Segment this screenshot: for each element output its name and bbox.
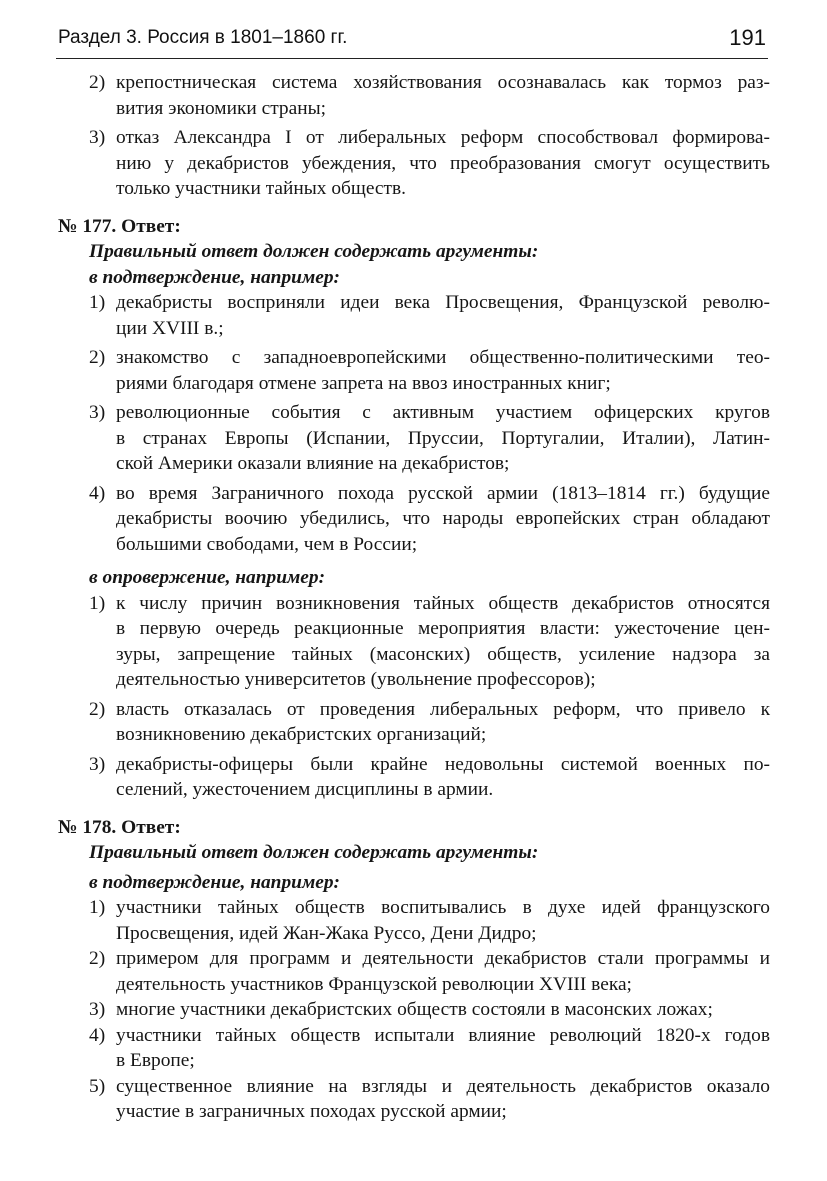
item-number: 5) bbox=[89, 1075, 106, 1097]
item-number: 4) bbox=[89, 482, 106, 504]
item-line: к числу причин возникновения тайных обществ декабристов относятся bbox=[116, 592, 770, 614]
section-title: Раздел 3. Россия в 1801–1860 гг. bbox=[58, 27, 348, 48]
confirm-label: в подтверждение, например: bbox=[89, 266, 340, 288]
refute-label: в опровержение, например: bbox=[89, 567, 326, 588]
list-item bbox=[58, 752, 770, 803]
item-number: 1) bbox=[89, 292, 106, 313]
answer-178 bbox=[58, 815, 770, 1125]
item-number: 4) bbox=[89, 1024, 106, 1046]
item-line: отказ Александра I от либеральных реформ способствовал формирова- bbox=[116, 127, 770, 148]
item-number: 2) bbox=[89, 698, 106, 720]
item-line: власть отказалась от проведения либеральных реформ, что привело к bbox=[116, 698, 770, 720]
item-number: 3) bbox=[89, 753, 106, 775]
list-item bbox=[58, 591, 770, 693]
item-line: Просвещения, идей Жан-Жака Руссо, Дени Дидро; bbox=[116, 922, 537, 944]
item-line: примером для программ и деятельности декабристов стали программы и bbox=[116, 948, 770, 969]
list-item bbox=[58, 1023, 770, 1074]
item-number: 2) bbox=[89, 948, 106, 969]
list-item bbox=[58, 290, 770, 341]
continued-list bbox=[58, 70, 770, 202]
list-item bbox=[58, 997, 770, 1023]
item-number: 2) bbox=[89, 347, 106, 368]
item-line: нию у декабристов убеждения, что преобразования смогут осуществить bbox=[116, 152, 770, 174]
item-number: 2) bbox=[89, 72, 106, 93]
answer-177 bbox=[58, 214, 770, 803]
item-line: декабристы восприняли идеи века Просвещения, Французской револю- bbox=[116, 292, 770, 313]
item-line: в первую очередь реакционные мероприятия власти: ужесточение цен- bbox=[116, 618, 770, 639]
item-line: революционные события с активным участием офицерских кругов bbox=[116, 402, 770, 423]
item-line: зуры, запрещение тайных (масонских) обществ, усиление надзора за bbox=[116, 643, 770, 665]
list-item bbox=[58, 697, 770, 748]
item-line: ской Америки оказали влияние на декабристов; bbox=[116, 453, 510, 474]
list-item bbox=[58, 125, 770, 202]
confirm-label: в подтверждение, например: bbox=[89, 871, 340, 893]
item-number: 1) bbox=[89, 897, 106, 918]
item-line: вития экономики страны; bbox=[116, 97, 327, 119]
item-line: участники тайных обществ испытали влияние революций 1820-х годов bbox=[116, 1024, 770, 1046]
list-item bbox=[58, 70, 770, 121]
list-item bbox=[58, 895, 770, 946]
item-line: многие участники декабристских обществ состояли в масонских ложах; bbox=[116, 999, 713, 1020]
item-line: деятельностью университетов (увольнение профессоров); bbox=[116, 669, 596, 690]
list-item bbox=[58, 1074, 770, 1125]
item-line: возникновению декабристских организаций; bbox=[116, 724, 487, 745]
item-number: 3) bbox=[89, 402, 106, 423]
list-item bbox=[58, 946, 770, 997]
item-line: только участники тайных обществ. bbox=[116, 178, 406, 199]
item-line: ции XVIII в.; bbox=[116, 317, 224, 339]
item-line: риями благодаря отмене запрета на ввоз иностранных книг; bbox=[116, 372, 611, 394]
item-line: крепостническая система хозяйствования осознавалась как тормоз раз- bbox=[116, 72, 770, 93]
page-number: 191 bbox=[729, 25, 766, 50]
item-line: знакомство с западноевропейскими общественно-политическими тео- bbox=[116, 347, 770, 368]
list-item bbox=[58, 400, 770, 477]
item-line: селений, ужесточением дисциплины в армии. bbox=[116, 779, 494, 800]
item-number: 3) bbox=[89, 999, 106, 1020]
answer-heading: № 178. Ответ: bbox=[58, 816, 181, 838]
item-line: в странах Европы (Испании, Пруссии, Португалии, Италии), Латин- bbox=[116, 427, 770, 449]
running-header bbox=[56, 24, 768, 59]
item-line: большими свободами, чем в России; bbox=[116, 533, 418, 555]
item-line: участники тайных обществ воспитывались в духе идей французского bbox=[116, 897, 770, 918]
criterion-line: Правильный ответ должен содержать аргументы: bbox=[89, 241, 539, 262]
item-line: существенное влияние на взгляды и деятельность декабристов оказало bbox=[116, 1075, 770, 1097]
page-body bbox=[58, 70, 770, 1125]
list-item bbox=[58, 345, 770, 396]
answer-heading: № 177. Ответ: bbox=[58, 215, 181, 237]
item-line: в Европе; bbox=[116, 1050, 195, 1071]
item-line: деятельность участников Французской революции XVIII века; bbox=[116, 973, 632, 995]
item-line: во время Заграничного похода русской армии (1813–1814 гг.) будущие bbox=[116, 482, 770, 504]
criterion-line: Правильный ответ должен содержать аргументы: bbox=[89, 842, 539, 863]
item-line: участие в заграничных походах русской армии; bbox=[116, 1101, 507, 1122]
list-item bbox=[58, 481, 770, 558]
item-number: 3) bbox=[89, 127, 106, 148]
item-line: декабристы воочию убедились, что народы европейских стран обладают bbox=[116, 508, 770, 529]
item-line: декабристы-офицеры были крайне недовольны системой военных по- bbox=[116, 753, 770, 775]
item-number: 1) bbox=[89, 592, 106, 614]
